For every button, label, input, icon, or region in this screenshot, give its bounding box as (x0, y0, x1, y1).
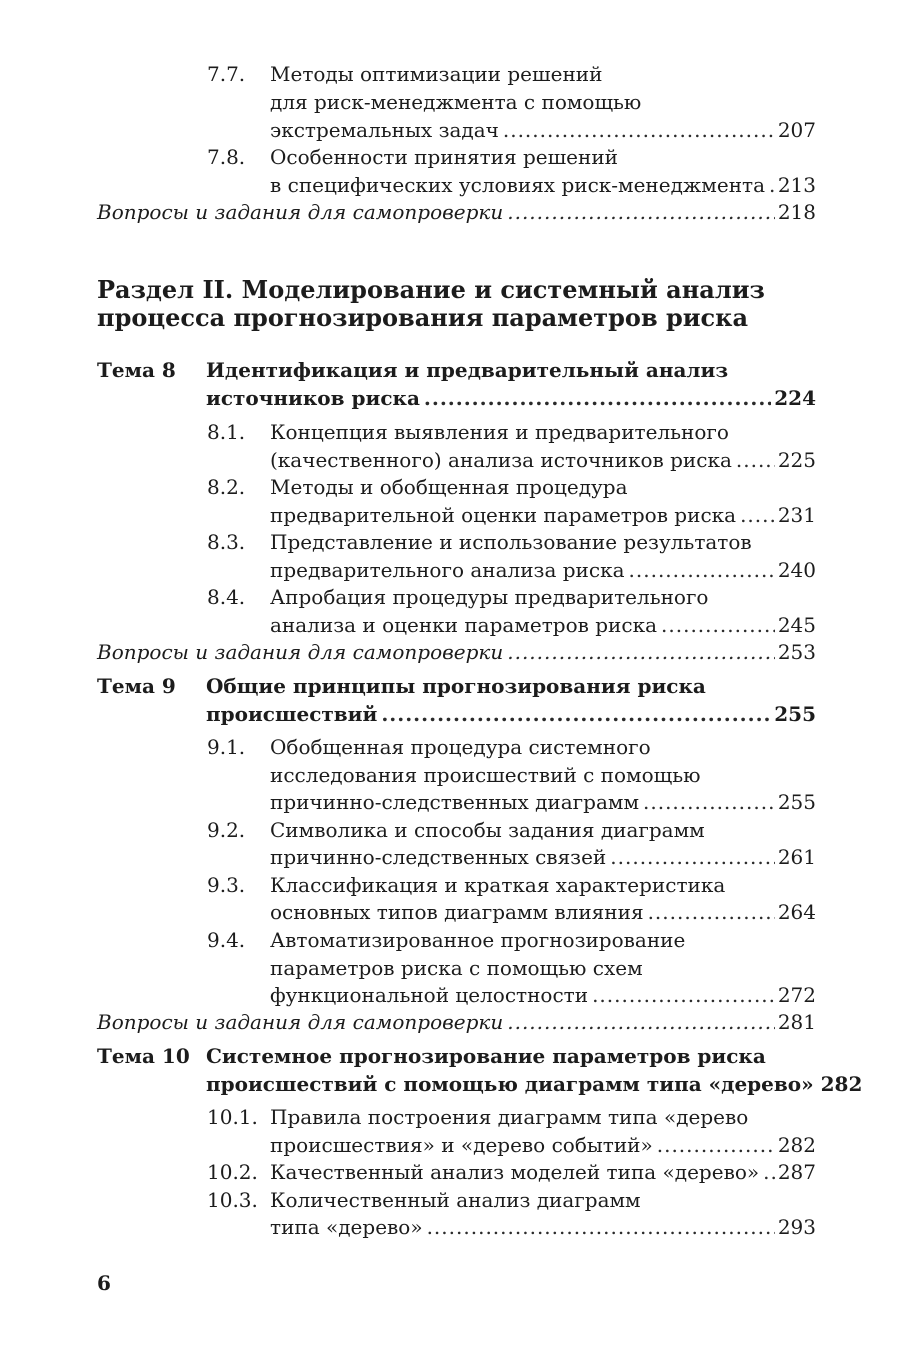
toc-text: исследования происшествий с помощью (270, 763, 701, 787)
topic-title: Общие принципы прогнозирования риска (206, 674, 706, 698)
toc-num: 8.2. (207, 475, 246, 499)
topic-title: Системное прогнозирование параметров риска (206, 1044, 766, 1068)
section-title: Раздел II. Моделирование и системный анализ (97, 275, 765, 304)
toc-text: экстремальных задач (270, 118, 499, 142)
topic-title: источников риска (206, 386, 420, 410)
toc-num: 9.1. (207, 735, 246, 759)
toc-text: (качественного) анализа источников риска (270, 448, 732, 472)
toc-page-ref: 281 (777, 1010, 816, 1034)
page-number: 6 (97, 1271, 111, 1295)
toc-page-ref: 245 (777, 613, 816, 637)
toc-text: Методы оптимизации решений (270, 62, 603, 86)
section-subtitle: процесса прогнозирования параметров риска (97, 303, 749, 332)
toc-text: анализа и оценки параметров риска (270, 613, 658, 637)
toc-text: Автоматизированное прогнозирование (270, 928, 686, 952)
toc-page-ref: 240 (777, 558, 816, 582)
toc-text: Апробация процедуры предварительного (270, 585, 709, 609)
toc-num: 10.1. (207, 1105, 258, 1129)
toc-text: Классификация и краткая характеристика (270, 873, 726, 897)
toc-entry-8-4[interactable] (270, 611, 816, 639)
toc-text: основных типов диаграмм влияния (270, 900, 644, 924)
toc-entry-8-1[interactable] (270, 446, 816, 474)
topic-label: Тема 9 (97, 674, 176, 698)
toc-text: Обобщенная процедура системного (270, 735, 651, 759)
toc-page-ref: 231 (777, 503, 816, 527)
toc-entry-9-1[interactable] (270, 788, 816, 816)
toc-text: Качественный анализ моделей типа «дерево» (270, 1160, 760, 1184)
topic-label: Тема 8 (97, 358, 176, 382)
toc-page-ref: 293 (777, 1215, 816, 1239)
toc-num: 8.1. (207, 420, 246, 444)
toc-text: предварительного анализа риска (270, 558, 625, 582)
toc-text: типа «дерево» (270, 1215, 423, 1239)
toc-page-ref: 207 (777, 118, 816, 142)
toc-entry-7-8[interactable] (270, 171, 816, 199)
topic-title: происшествий с помощью диаграмм типа «дерево» (206, 1072, 814, 1096)
toc-entry-8-3[interactable] (270, 556, 816, 584)
toc-page-ref: 264 (777, 900, 816, 924)
toc-page-ref: 218 (777, 200, 816, 224)
questions-label: Вопросы и задания для самопроверки (97, 200, 504, 224)
toc-text: в специфических условиях риск-менеджмента (270, 173, 766, 197)
toc-text: параметров риска с помощью схем (270, 956, 643, 980)
toc-topic-8[interactable] (206, 384, 816, 412)
toc-num: 7.7. (207, 62, 246, 86)
questions-label: Вопросы и задания для самопроверки (97, 640, 504, 664)
toc-num: 8.3. (207, 530, 246, 554)
toc-page-ref: 253 (777, 640, 816, 664)
toc-num: 10.3. (207, 1188, 258, 1212)
toc-page-ref: 224 (774, 386, 816, 410)
toc-entry-9-3[interactable] (270, 898, 816, 926)
toc-entry-10-2[interactable] (270, 1158, 816, 1186)
toc-text: для риск-менеджмента с помощью (270, 90, 642, 114)
toc-page-ref: 225 (777, 448, 816, 472)
toc-page-ref: 213 (777, 173, 816, 197)
toc-questions-7[interactable] (97, 198, 816, 226)
toc-num: 10.2. (207, 1160, 258, 1184)
toc-num: 7.8. (207, 145, 246, 169)
toc-text: Методы и обобщенная процедура (270, 475, 628, 499)
toc-page-ref: 255 (777, 790, 816, 814)
toc-page-ref: 287 (777, 1160, 816, 1184)
toc-text: Концепция выявления и предварительного (270, 420, 729, 444)
toc-num: 9.4. (207, 928, 246, 952)
toc-page-ref: 282 (777, 1133, 816, 1157)
toc-entry-7-7[interactable] (270, 116, 816, 144)
toc-text: Количественный анализ диаграмм (270, 1188, 641, 1212)
toc-text: Символика и способы задания диаграмм (270, 818, 705, 842)
toc-page-ref: 272 (777, 983, 816, 1007)
toc-entry-9-4[interactable] (270, 981, 816, 1009)
toc-text: происшествия» и «дерево событий» (270, 1133, 653, 1157)
topic-label: Тема 10 (97, 1044, 190, 1068)
toc-entry-9-2[interactable] (270, 843, 816, 871)
topic-title: происшествий (206, 702, 378, 726)
toc-entry-10-3[interactable] (270, 1213, 816, 1241)
toc-questions-8[interactable] (97, 638, 816, 666)
toc-entry-10-1[interactable] (270, 1131, 816, 1159)
questions-label: Вопросы и задания для самопроверки (97, 1010, 504, 1034)
toc-text: Правила построения диаграмм типа «дерево (270, 1105, 749, 1129)
toc-text: причинно-следственных диаграмм (270, 790, 639, 814)
toc-questions-9[interactable] (97, 1008, 816, 1036)
toc-topic-9[interactable] (206, 700, 816, 728)
toc-text: функциональной целостности (270, 983, 589, 1007)
toc-page-ref: 282 (820, 1072, 863, 1096)
toc-num: 8.4. (207, 585, 246, 609)
toc-num: 9.2. (207, 818, 246, 842)
toc-text: причинно-следственных связей (270, 845, 607, 869)
toc-text: Представление и использование результатов (270, 530, 752, 554)
toc-text: предварительной оценки параметров риска (270, 503, 737, 527)
toc-entry-8-2[interactable] (270, 501, 816, 529)
toc-num: 9.3. (207, 873, 246, 897)
topic-title: Идентификация и предварительный анализ (206, 358, 729, 382)
toc-topic-10[interactable] (206, 1070, 863, 1098)
toc-text: Особенности принятия решений (270, 145, 619, 169)
toc-page-ref: 255 (774, 702, 816, 726)
toc-page-ref: 261 (777, 845, 816, 869)
